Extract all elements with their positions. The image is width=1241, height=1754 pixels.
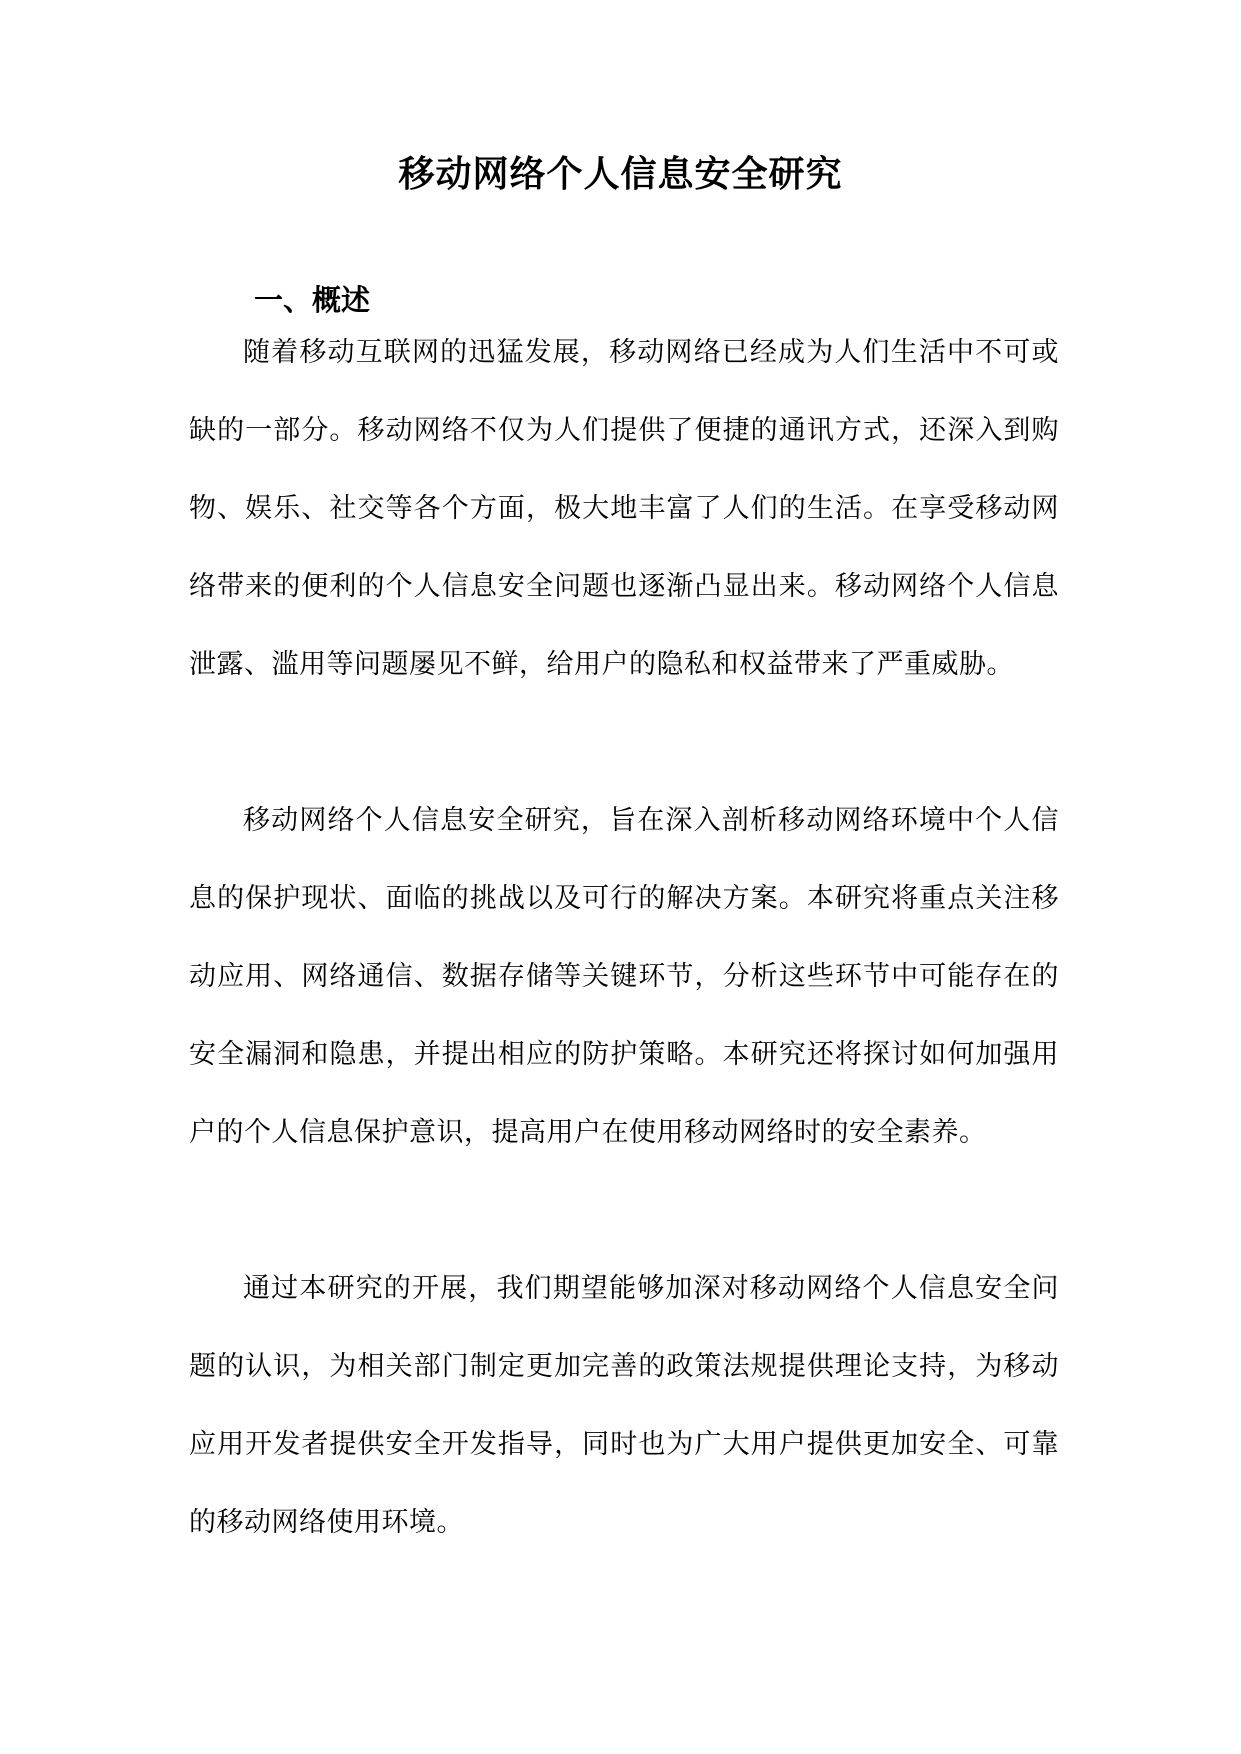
- document-title: 移动网络个人信息安全研究: [398, 154, 843, 195]
- section-heading: 一、概述: [254, 283, 371, 317]
- body-text-paragraph-1: [189, 314, 1059, 704]
- paragraph: 移动网络个人信息安全研究，旨在深入剖析移动网络环境中个人信息的保护现状、面临的挑战以及可行的解决方案。本研究将重点关注移动应用、网络通信、数据存储等关键环节，分析这些环节中可能存在的安全漏洞和隐患，并提出相应的防护策略。本研究还将探讨如何加强用户的个人信息保护意识，提高用户在使用移动网络时的安全素养。: [189, 805, 1059, 1148]
- paragraph: 随着移动互联网的迅猛发展，移动网络已经成为人们生活中不可或缺的一部分。移动网络不仅为人们提供了便捷的通讯方式，还深入到购物、娱乐、社交等各个方面，极大地丰富了人们的生活。在享受移动网络带来的便利的个人信息安全问题也逐渐凸显出来。移动网络个人信息泄露、滥用等问题屡见不鲜，给用户的隐私和权益带来了严重威胁。: [189, 337, 1059, 680]
- body-text-paragraph-2: [189, 782, 1059, 1172]
- body-text-paragraph-3: [189, 1250, 1059, 1562]
- paragraph: 通过本研究的开展，我们期望能够加深对移动网络个人信息安全问题的认识，为相关部门制定更加完善的政策法规提供理论支持，为移动应用开发者提供安全开发指导，同时也为广大用户提供更加安全、可靠的移动网络使用环境。: [189, 1273, 1059, 1538]
